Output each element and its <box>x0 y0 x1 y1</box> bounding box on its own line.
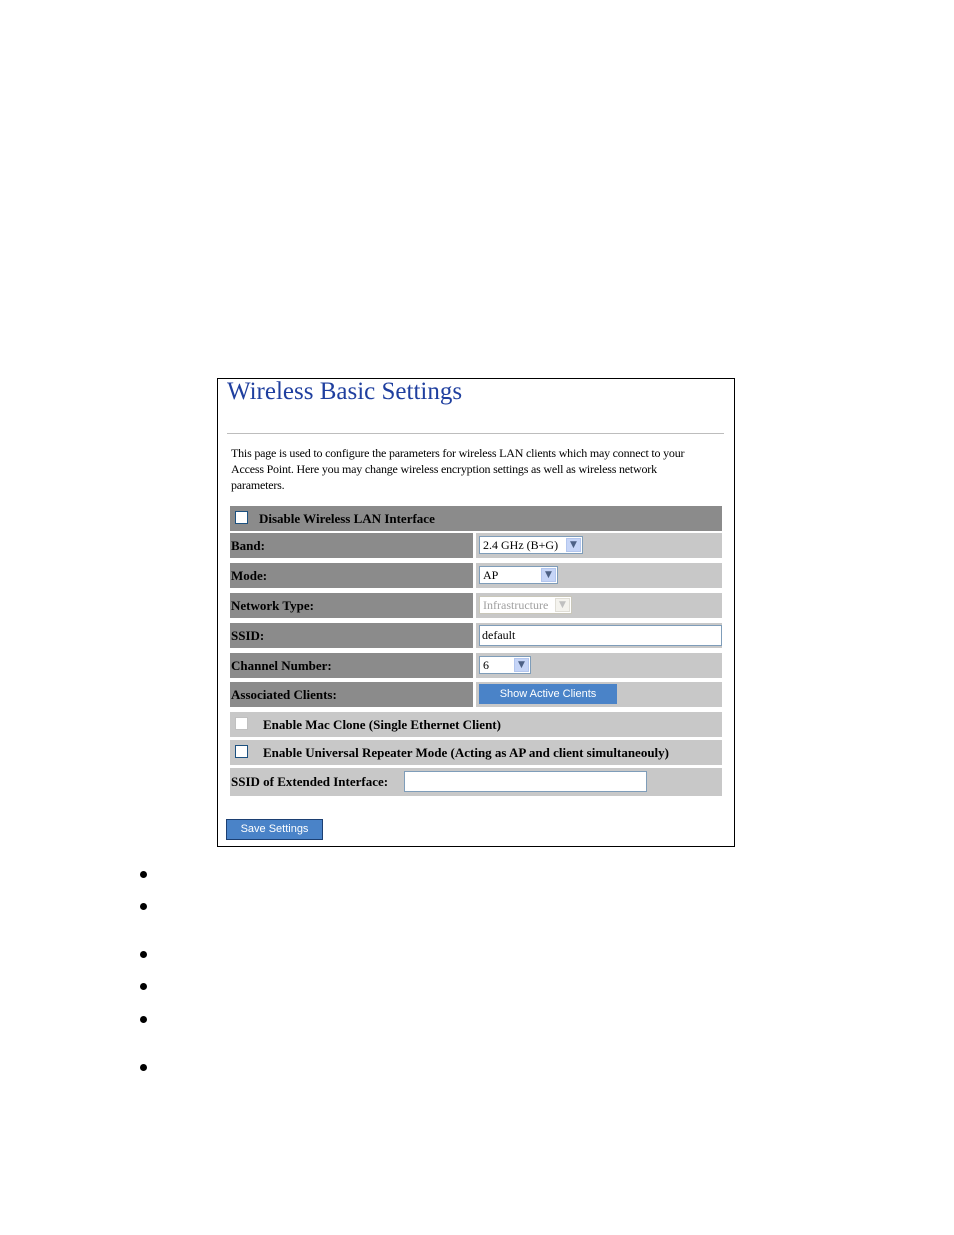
mac-clone-label: Enable Mac Clone (Single Ethernet Client) <box>263 717 501 732</box>
show-active-clients-button[interactable]: Show Active Clients <box>479 684 617 704</box>
extended-ssid-input[interactable] <box>404 771 647 792</box>
mode-label: Mode: <box>230 563 473 588</box>
list-item-bullet <box>140 983 147 990</box>
associated-clients-label: Associated Clients: <box>230 682 473 707</box>
list-item-bullet <box>140 1064 147 1071</box>
mac-clone-cell <box>230 712 722 737</box>
channel-select[interactable] <box>479 656 531 674</box>
row-band <box>230 533 722 558</box>
row-universal-repeater <box>230 740 722 765</box>
chevron-down-icon[interactable]: ▼ <box>566 538 581 552</box>
disable-wlan-cell <box>230 506 722 531</box>
network-type-label: Network Type: <box>230 593 473 618</box>
mode-select-value: AP <box>483 568 499 582</box>
row-disable-wlan <box>230 506 722 531</box>
wireless-settings-panel <box>217 378 735 847</box>
repeater-label: Enable Universal Repeater Mode (Acting as AP and client simultaneouly) <box>263 745 670 760</box>
channel-value-cell <box>476 653 722 678</box>
chevron-down-icon[interactable]: ▼ <box>514 658 529 672</box>
save-settings-button[interactable]: Save Settings <box>226 819 323 840</box>
list-item-bullet <box>140 1016 147 1023</box>
row-channel <box>230 653 722 678</box>
ssid-label: SSID: <box>230 623 473 648</box>
repeater-cell <box>230 740 722 765</box>
list-item-bullet <box>140 871 147 878</box>
network-type-select <box>479 596 572 614</box>
extended-ssid-label: SSID of Extended Interface: <box>231 774 389 789</box>
channel-label: Channel Number: <box>230 653 473 678</box>
disable-wlan-checkbox[interactable] <box>235 511 248 524</box>
row-mac-clone <box>230 712 722 737</box>
network-type-select-value: Infrastructure <box>483 598 549 612</box>
mac-clone-checkbox[interactable] <box>235 717 248 730</box>
ssid-value-cell <box>476 623 722 648</box>
row-extended-ssid <box>230 768 722 796</box>
band-select-value: 2.4 GHz (B+G) <box>483 538 559 552</box>
chevron-down-icon[interactable]: ▼ <box>541 568 556 582</box>
list-item-bullet <box>140 951 147 958</box>
divider <box>227 433 724 434</box>
page-description: This page is used to configure the parameters for wireless LAN clients which may connect to your Access Point. Here you may change wireless encryption settings as well as wireless network parameters. <box>231 446 685 492</box>
mode-value-cell <box>476 563 722 588</box>
band-select[interactable] <box>479 536 583 554</box>
repeater-checkbox[interactable] <box>235 745 248 758</box>
disable-wlan-label: Disable Wireless LAN Interface <box>259 511 435 526</box>
band-label: Band: <box>230 533 473 558</box>
chevron-down-icon: ▼ <box>555 598 570 612</box>
associated-clients-value-cell <box>476 682 722 707</box>
row-mode <box>230 563 722 588</box>
network-type-value-cell <box>476 593 722 618</box>
row-network-type <box>230 593 722 618</box>
ssid-input[interactable]: default <box>479 625 722 646</box>
mode-select[interactable] <box>479 566 558 584</box>
channel-select-value: 6 <box>483 658 489 672</box>
row-ssid <box>230 623 722 648</box>
band-value-cell <box>476 533 722 558</box>
list-item-bullet <box>140 903 147 910</box>
row-associated-clients <box>230 682 722 707</box>
extended-ssid-cell <box>230 768 722 796</box>
page-title: Wireless Basic Settings <box>227 378 463 405</box>
